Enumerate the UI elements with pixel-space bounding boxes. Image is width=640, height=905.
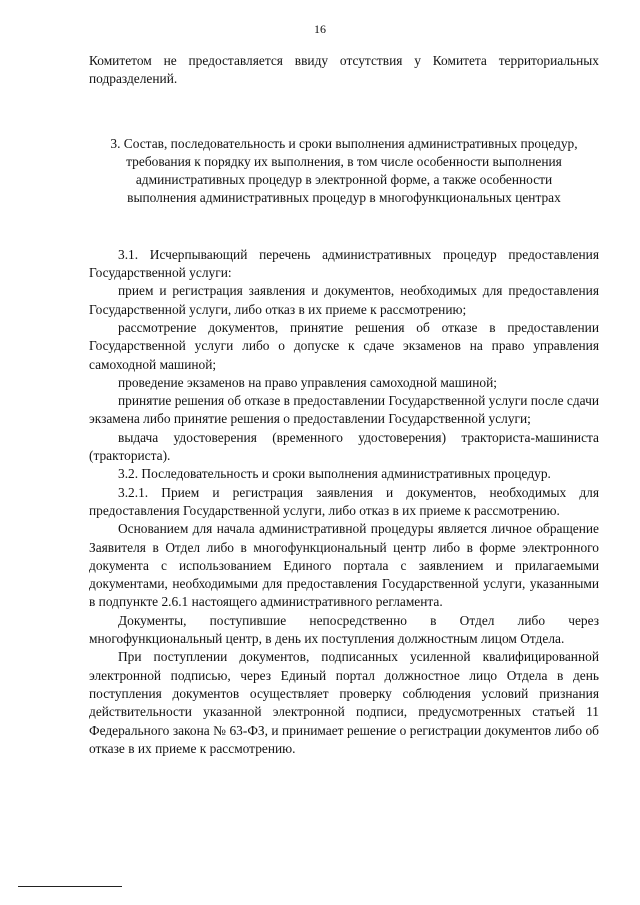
list-item-exams: проведение экзаменов на право управления самоходной машиной; bbox=[118, 374, 497, 390]
paragraph-3-2: 3.2. Последовательность и сроки выполнения административных процедур. bbox=[118, 466, 551, 482]
paragraph-basis: Основанием для начала административной процедуры является личное обращение Заявителя в Отдел либо в многофункциональный центр либо в форме электронного документа с использованием Единого портала с заявлением и прилагаемыми документами, необходимыми для предоставления Государственной услуги, указанными в подпункте 2.6.1 настоящего административного регламента. bbox=[89, 521, 599, 610]
list-item-decision: принятие решения об отказе в предоставлении Государственной услуги после сдачи экзамена либо принятие решения о предоставлении Государственной услуги; bbox=[89, 393, 599, 427]
page-number: 16 bbox=[314, 22, 326, 36]
footnote-separator bbox=[18, 886, 122, 887]
paragraph-e-signature: При поступлении документов, подписанных усиленной квалифицированной электронной подписью, через Единый портал должностное лицо Отдела в день поступления документов осуществляет проверку соблюдения условий признания действительности указанной электронной подписи, предусмотренных статьей 11 Федерального закона № 63-ФЗ, и принимает решение о регистрации документов либо об отказе в их приеме к рассмотрению. bbox=[89, 649, 599, 756]
list-item-issuance: выдача удостоверения (временного удостоверения) тракториста-машиниста (тракториста). bbox=[89, 429, 599, 464]
paragraph-continuation: Комитетом не предоставляется ввиду отсутствия у Комитета территориальных подразделений. bbox=[89, 53, 599, 87]
paragraph-3-2-1: 3.2.1. Прием и регистрация заявления и документов, необходимых для предоставления Государственной услуги, либо отказ в их приеме к рассмотрению. bbox=[89, 484, 599, 518]
paragraph-3-1: 3.1. Исчерпывающий перечень административных процедур предоставления Государственной услуги: bbox=[89, 246, 599, 281]
list-item-reception: прием и регистрация заявления и документов, необходимых для предоставления Государственной услуги, либо отказ в их приеме к рассмотрению; bbox=[89, 283, 599, 317]
document-body bbox=[89, 52, 599, 758]
paragraph-documents: Документы, поступившие непосредственно в Отдел либо через многофункциональный центр, в день их поступления должностным лицом Отдела. bbox=[89, 612, 599, 647]
list-item-review: рассмотрение документов, принятие решения об отказе в предоставлении Государственной услуги либо о допуске к сдаче экзаменов на право управления самоходной машиной; bbox=[89, 319, 599, 372]
section-title: 3. Состав, последовательность и сроки выполнения административных процедур, требования к порядку их выполнения, в том числе особенности выполнения административных процедур в электронной форме, а также особенности выполнения административных процедур в многофункциональных центрах bbox=[110, 135, 578, 206]
